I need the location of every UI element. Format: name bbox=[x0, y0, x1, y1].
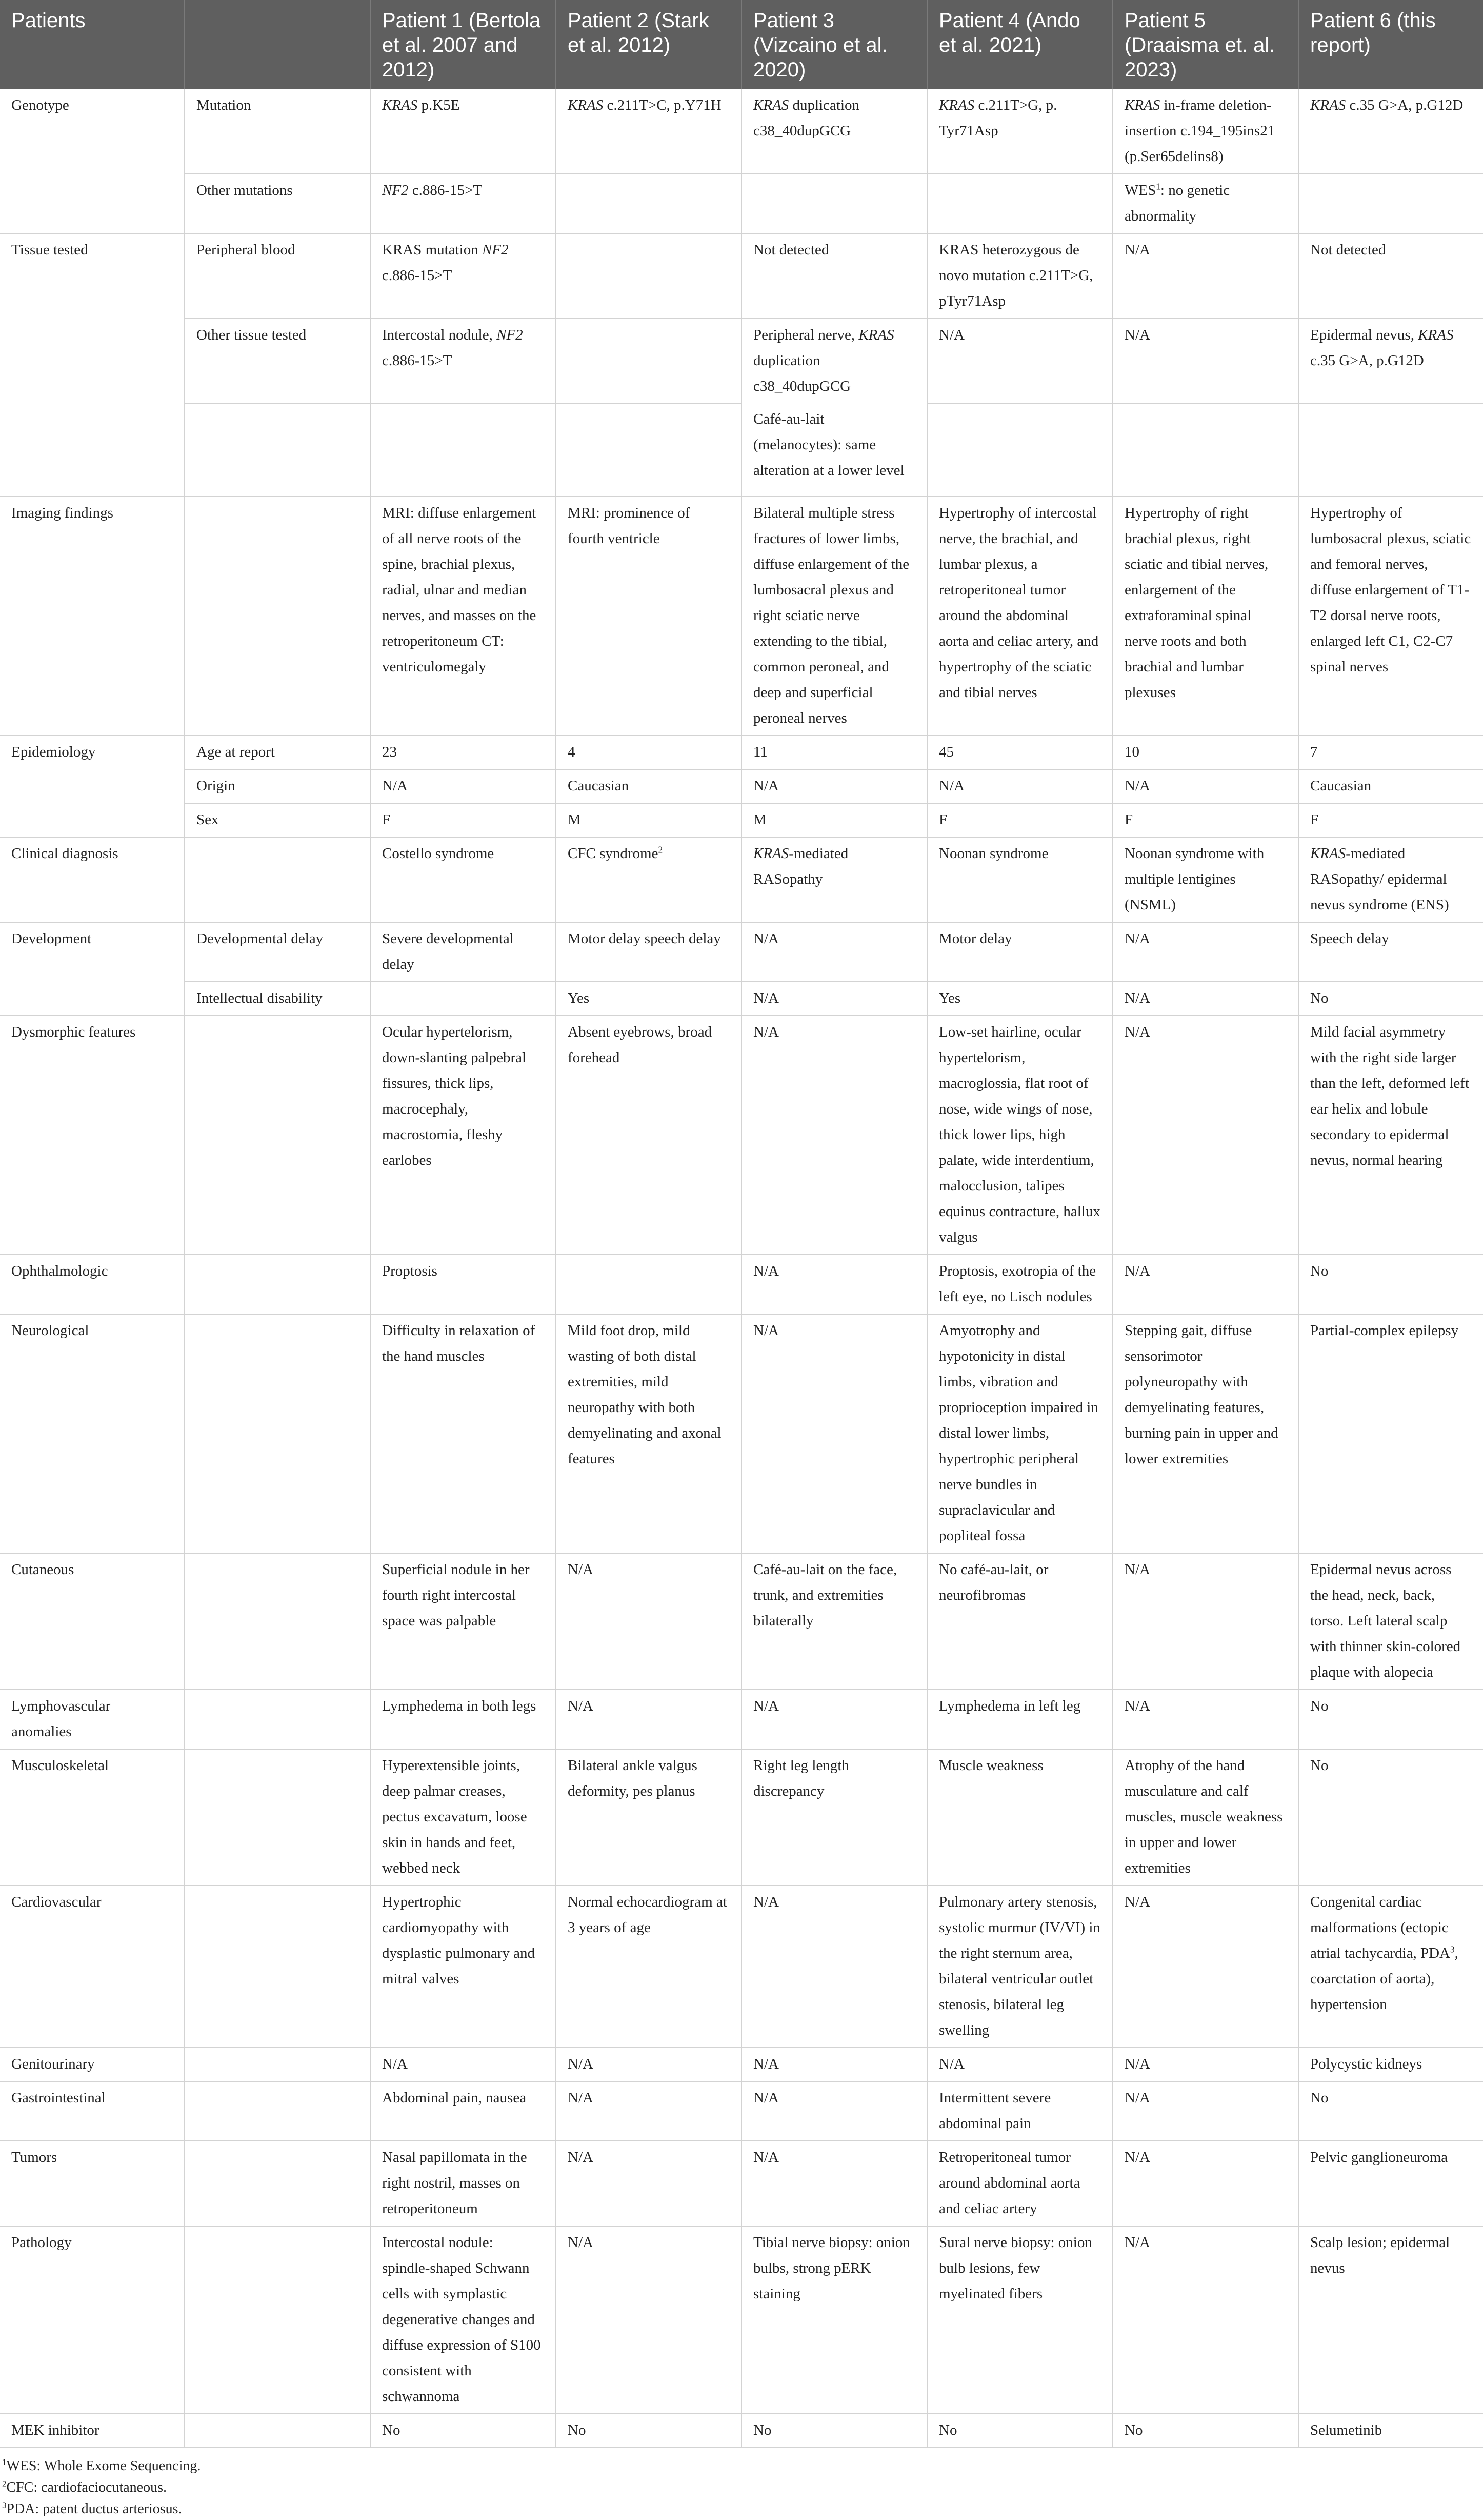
data-cell: 7 bbox=[1298, 736, 1483, 769]
data-cell: N/A bbox=[556, 2081, 741, 2141]
data-cell: 11 bbox=[741, 736, 927, 769]
data-cell: N/A bbox=[927, 769, 1113, 803]
row-category-cell: Cardiovascular bbox=[0, 1886, 185, 2048]
data-cell: N/A bbox=[1113, 769, 1298, 803]
data-cell: Epidermal nevus across the head, neck, back, torso. Left lateral scalp with thinner skin-colored plaque with alopecia bbox=[1298, 1553, 1483, 1690]
data-cell: Hyperextensible joints, deep palmar creases, pectus excavatum, loose skin in hands and feet, webbed neck bbox=[370, 1749, 556, 1886]
row-subcategory-cell: Age at report bbox=[185, 736, 370, 769]
data-cell: Costello syndrome bbox=[370, 837, 556, 922]
row-category-cell: Tumors bbox=[0, 2141, 185, 2226]
data-cell: Right leg length discrepancy bbox=[741, 1749, 927, 1886]
row-subcategory-cell: Peripheral blood bbox=[185, 233, 370, 319]
table-row bbox=[0, 2141, 1483, 2226]
row-subcategory-cell: Sex bbox=[185, 803, 370, 837]
data-cell: N/A bbox=[1113, 2048, 1298, 2081]
table-row bbox=[0, 233, 1483, 319]
row-subcategory-cell bbox=[185, 2414, 370, 2448]
data-cell: 23 bbox=[370, 736, 556, 769]
data-cell: Polycystic kidneys bbox=[1298, 2048, 1483, 2081]
data-cell: N/A bbox=[927, 319, 1113, 403]
data-cell: N/A bbox=[1113, 2226, 1298, 2414]
row-category-cell: Dysmorphic features bbox=[0, 1016, 185, 1255]
data-cell: Congenital cardiac malformations (ectopic atrial tachycardia, PDA$^3$, coarctation of aorta), hypertension bbox=[1298, 1886, 1483, 2048]
data-cell: Normal echocardiogram at 3 years of age bbox=[556, 1886, 741, 2048]
data-cell: Proptosis bbox=[370, 1255, 556, 1314]
row-category-cell bbox=[0, 769, 185, 803]
row-subcategory-cell: Other mutations bbox=[185, 174, 370, 233]
data-cell: N/A bbox=[741, 1314, 927, 1553]
data-cell: Hypertrophy of right brachial plexus, right sciatic and tibial nerves, enlargement of the extraforaminal spinal nerve roots and both brachial and lumbar plexuses bbox=[1113, 497, 1298, 736]
header-cell-7: Patient 6 (this report) bbox=[1298, 0, 1483, 89]
row-category-cell: Clinical diagnosis bbox=[0, 837, 185, 922]
data-cell: N/A bbox=[741, 1016, 927, 1255]
data-cell: No bbox=[556, 2414, 741, 2448]
table-body bbox=[0, 89, 1483, 2448]
data-cell: Café-au-lait (melanocytes): same alteration at a lower level bbox=[741, 403, 927, 497]
data-cell: KRAS duplication c38_40dupGCG bbox=[741, 89, 927, 174]
row-category-cell: Musculoskeletal bbox=[0, 1749, 185, 1886]
row-subcategory-cell bbox=[185, 837, 370, 922]
row-category-cell: Gastrointestinal bbox=[0, 2081, 185, 2141]
data-cell bbox=[556, 174, 741, 233]
data-cell: NF2 c.886-15>T bbox=[370, 174, 556, 233]
data-cell bbox=[370, 403, 556, 497]
data-cell: No café-au-lait, or neurofibromas bbox=[927, 1553, 1113, 1690]
data-cell: Mild foot drop, mild wasting of both distal extremities, mild neuropathy with both demyelinating and axonal features bbox=[556, 1314, 741, 1553]
table-row bbox=[0, 2048, 1483, 2081]
data-cell: Tibial nerve biopsy: onion bulbs, strong pERK staining bbox=[741, 2226, 927, 2414]
row-subcategory-cell bbox=[185, 1749, 370, 1886]
data-cell: N/A bbox=[556, 2226, 741, 2414]
data-cell: F bbox=[1113, 803, 1298, 837]
table-row bbox=[0, 174, 1483, 233]
data-cell: N/A bbox=[741, 769, 927, 803]
data-cell bbox=[370, 982, 556, 1016]
data-cell: N/A bbox=[1113, 922, 1298, 982]
table-row bbox=[0, 2081, 1483, 2141]
data-cell: Absent eyebrows, broad forehead bbox=[556, 1016, 741, 1255]
data-cell bbox=[741, 174, 927, 233]
table-row bbox=[0, 803, 1483, 837]
data-cell: Mild facial asymmetry with the right side larger than the left, deformed left ear helix and lobule secondary to epidermal nevus, normal hearing bbox=[1298, 1016, 1483, 1255]
footnotes bbox=[0, 2448, 1483, 2520]
table-row bbox=[0, 2226, 1483, 2414]
data-cell: N/A bbox=[370, 769, 556, 803]
data-cell bbox=[927, 174, 1113, 233]
data-cell: Noonan syndrome bbox=[927, 837, 1113, 922]
data-cell: Hypertrophy of lumbosacral plexus, sciatic and femoral nerves, diffuse enlargement of T1-T2 dorsal nerve roots, enlarged left C1, C2-C7 spinal nerves bbox=[1298, 497, 1483, 736]
data-cell: Café-au-lait on the face, trunk, and extremities bilaterally bbox=[741, 1553, 927, 1690]
data-cell: Epidermal nevus, KRAS c.35 G>A, p.G12D bbox=[1298, 319, 1483, 403]
data-cell: N/A bbox=[741, 1255, 927, 1314]
data-cell: N/A bbox=[741, 922, 927, 982]
data-cell: N/A bbox=[1113, 1016, 1298, 1255]
data-cell bbox=[1298, 403, 1483, 497]
data-cell: No bbox=[1298, 982, 1483, 1016]
data-cell: Yes bbox=[556, 982, 741, 1016]
data-cell: No bbox=[1298, 1749, 1483, 1886]
data-cell: Hypertrophy of intercostal nerve, the brachial, and lumbar plexus, a retroperitoneal tumor around the abdominal aorta and celiac artery, and hypertrophy of the sciatic and tibial nerves bbox=[927, 497, 1113, 736]
row-subcategory-cell: Intellectual disability bbox=[185, 982, 370, 1016]
data-cell: 4 bbox=[556, 736, 741, 769]
data-cell: Not detected bbox=[1298, 233, 1483, 319]
row-category-cell: Ophthalmologic bbox=[0, 1255, 185, 1314]
table-row bbox=[0, 736, 1483, 769]
data-cell: Not detected bbox=[741, 233, 927, 319]
row-category-cell: MEK inhibitor bbox=[0, 2414, 185, 2448]
row-category-cell: Development bbox=[0, 922, 185, 982]
table-row bbox=[0, 89, 1483, 174]
data-cell: Partial-complex epilepsy bbox=[1298, 1314, 1483, 1553]
data-cell: M bbox=[741, 803, 927, 837]
table-row bbox=[0, 1255, 1483, 1314]
data-cell: Noonan syndrome with multiple lentigines (NSML) bbox=[1113, 837, 1298, 922]
data-cell: Abdominal pain, nausea bbox=[370, 2081, 556, 2141]
data-cell: Scalp lesion; epidermal nevus bbox=[1298, 2226, 1483, 2414]
data-cell: Selumetinib bbox=[1298, 2414, 1483, 2448]
data-cell: MRI: prominence of fourth ventricle bbox=[556, 497, 741, 736]
data-cell: Motor delay bbox=[927, 922, 1113, 982]
data-cell: N/A bbox=[556, 2141, 741, 2226]
header-cell-0: Patients bbox=[0, 0, 185, 89]
row-subcategory-cell bbox=[185, 403, 370, 497]
data-cell: No bbox=[927, 2414, 1113, 2448]
data-cell: 10 bbox=[1113, 736, 1298, 769]
data-cell: Amyotrophy and hypotonicity in distal limbs, vibration and proprioception impaired in distal lower limbs, hypertrophic peripheral nerve bundles in supraclavicular and popliteal fossa bbox=[927, 1314, 1113, 1553]
data-cell: KRAS c.35 G>A, p.G12D bbox=[1298, 89, 1483, 174]
table-row bbox=[0, 497, 1483, 736]
row-subcategory-cell bbox=[185, 2048, 370, 2081]
row-category-cell: Genotype bbox=[0, 89, 185, 174]
data-cell: F bbox=[1298, 803, 1483, 837]
row-category-cell: Genitourinary bbox=[0, 2048, 185, 2081]
data-cell: Lymphedema in both legs bbox=[370, 1690, 556, 1749]
data-cell: Low-set hairline, ocular hypertelorism, macroglossia, flat root of nose, wide wings of nose, thick lower lips, high palate, wide interdentium, malocclusion, talipes equinus contracture, hallux valgus bbox=[927, 1016, 1113, 1255]
data-cell: N/A bbox=[741, 982, 927, 1016]
data-cell: MRI: diffuse enlargement of all nerve roots of the spine, brachial plexus, radial, ulnar and median nerves, and masses on the retroperitoneum CT: ventriculomegaly bbox=[370, 497, 556, 736]
data-cell: Intermittent severe abdominal pain bbox=[927, 2081, 1113, 2141]
data-cell: Superficial nodule in her fourth right intercostal space was palpable bbox=[370, 1553, 556, 1690]
row-category-cell bbox=[0, 982, 185, 1016]
data-cell: Pelvic ganglioneuroma bbox=[1298, 2141, 1483, 2226]
table-row bbox=[0, 2414, 1483, 2448]
data-cell: Bilateral multiple stress fractures of lower limbs, diffuse enlargement of the lumbosacral plexus and right sciatic nerve extending to the tibial, common peroneal, and deep and superficial peroneal nerves bbox=[741, 497, 927, 736]
data-cell: N/A bbox=[741, 1690, 927, 1749]
table-row bbox=[0, 1553, 1483, 1690]
footnote-1: $^1$WES: Whole Exome Sequencing. bbox=[2, 2457, 201, 2474]
row-subcategory-cell bbox=[185, 1314, 370, 1553]
row-subcategory-cell bbox=[185, 1553, 370, 1690]
data-cell bbox=[1113, 403, 1298, 497]
data-cell: Peripheral nerve, KRAS duplication c38_40dupGCG bbox=[741, 319, 927, 403]
data-cell: N/A bbox=[1113, 982, 1298, 1016]
data-cell: No bbox=[370, 2414, 556, 2448]
data-cell: Muscle weakness bbox=[927, 1749, 1113, 1886]
row-subcategory-cell bbox=[185, 2226, 370, 2414]
data-cell: Pulmonary artery stenosis, systolic murmur (IV/VI) in the right sternum area, bilateral ventricular outlet stenosis, bilateral leg swelling bbox=[927, 1886, 1113, 2048]
row-subcategory-cell bbox=[185, 497, 370, 736]
data-cell: KRAS c.211T>C, p.Y71H bbox=[556, 89, 741, 174]
data-cell: N/A bbox=[370, 2048, 556, 2081]
data-cell: No bbox=[1113, 2414, 1298, 2448]
data-cell bbox=[556, 403, 741, 497]
table-row bbox=[0, 1886, 1483, 2048]
data-cell bbox=[556, 319, 741, 403]
data-cell: N/A bbox=[556, 1690, 741, 1749]
row-subcategory-cell bbox=[185, 1886, 370, 2048]
data-cell: F bbox=[927, 803, 1113, 837]
row-category-cell: Tissue tested bbox=[0, 233, 185, 319]
data-cell: KRAS mutation NF2 c.886-15>T bbox=[370, 233, 556, 319]
data-cell: KRAS c.211T>G, p. Tyr71Asp bbox=[927, 89, 1113, 174]
table-row bbox=[0, 769, 1483, 803]
data-cell: F bbox=[370, 803, 556, 837]
data-cell: N/A bbox=[1113, 1690, 1298, 1749]
table-row bbox=[0, 982, 1483, 1016]
header-cell-2: Patient 1 (Bertola et al. 2007 and 2012) bbox=[370, 0, 556, 89]
data-cell: Speech delay bbox=[1298, 922, 1483, 982]
table-row bbox=[0, 403, 1483, 497]
data-cell: Nasal papillomata in the right nostril, masses on retroperitoneum bbox=[370, 2141, 556, 2226]
data-cell bbox=[1298, 174, 1483, 233]
data-cell: N/A bbox=[556, 1553, 741, 1690]
data-cell: N/A bbox=[741, 2048, 927, 2081]
data-cell: N/A bbox=[1113, 1886, 1298, 2048]
data-cell: N/A bbox=[1113, 1553, 1298, 1690]
data-cell: No bbox=[741, 2414, 927, 2448]
footnote-3: $^3$PDA: patent ductus arteriosus. bbox=[2, 2500, 182, 2517]
data-cell: Difficulty in relaxation of the hand muscles bbox=[370, 1314, 556, 1553]
table-row bbox=[0, 1749, 1483, 1886]
data-cell: N/A bbox=[1113, 319, 1298, 403]
table-row bbox=[0, 922, 1483, 982]
data-cell: Yes bbox=[927, 982, 1113, 1016]
data-cell: N/A bbox=[741, 1886, 927, 2048]
data-cell: Proptosis, exotropia of the left eye, no Lisch nodules bbox=[927, 1255, 1113, 1314]
header-cell-6: Patient 5 (Draaisma et. al. 2023) bbox=[1113, 0, 1298, 89]
data-cell: Intercostal nodule: spindle-shaped Schwann cells with symplastic degenerative changes and diffuse expression of S100 consistent with schwannoma bbox=[370, 2226, 556, 2414]
data-cell: KRAS p.K5E bbox=[370, 89, 556, 174]
data-cell: Severe developmental delay bbox=[370, 922, 556, 982]
data-cell: KRAS-mediated RASopathy bbox=[741, 837, 927, 922]
data-cell bbox=[556, 233, 741, 319]
data-cell: KRAS heterozygous de novo mutation c.211T>G, pTyr71Asp bbox=[927, 233, 1113, 319]
row-category-cell: Neurological bbox=[0, 1314, 185, 1553]
data-cell: Intercostal nodule, NF2 c.886-15>T bbox=[370, 319, 556, 403]
data-cell: N/A bbox=[1113, 2081, 1298, 2141]
footnote-2: $^2$CFC: cardiofaciocutaneous. bbox=[2, 2478, 167, 2495]
data-cell: KRAS in-frame deletion-insertion c.194_195ins21 (p.Ser65delins8) bbox=[1113, 89, 1298, 174]
row-subcategory-cell bbox=[185, 2141, 370, 2226]
row-subcategory-cell: Developmental delay bbox=[185, 922, 370, 982]
header-cell-3: Patient 2 (Stark et al. 2012) bbox=[556, 0, 741, 89]
data-cell: Ocular hypertelorism, down-slanting palpebral fissures, thick lips, macrocephaly, macrostomia, fleshy earlobes bbox=[370, 1016, 556, 1255]
header-cell-1 bbox=[185, 0, 370, 89]
data-cell: CFC syndrome$^2$ bbox=[556, 837, 741, 922]
table-row bbox=[0, 1016, 1483, 1255]
row-category-cell: Epidemiology bbox=[0, 736, 185, 769]
row-subcategory-cell bbox=[185, 1016, 370, 1255]
data-cell: Atrophy of the hand musculature and calf muscles, muscle weakness in upper and lower extremities bbox=[1113, 1749, 1298, 1886]
table-header-row bbox=[0, 0, 1483, 89]
data-cell: N/A bbox=[1113, 233, 1298, 319]
data-cell: No bbox=[1298, 2081, 1483, 2141]
table-row bbox=[0, 837, 1483, 922]
data-cell: Stepping gait, diffuse sensorimotor polyneuropathy with demyelinating features, burning pain in upper and lower extremities bbox=[1113, 1314, 1298, 1553]
data-cell: Bilateral ankle valgus deformity, pes planus bbox=[556, 1749, 741, 1886]
data-cell: N/A bbox=[556, 2048, 741, 2081]
row-category-cell: Lymphovascular anomalies bbox=[0, 1690, 185, 1749]
header-cell-4: Patient 3 (Vizcaino et al. 2020) bbox=[741, 0, 927, 89]
row-subcategory-cell: Origin bbox=[185, 769, 370, 803]
row-subcategory-cell bbox=[185, 2081, 370, 2141]
data-cell: Motor delay speech delay bbox=[556, 922, 741, 982]
data-cell: N/A bbox=[1113, 1255, 1298, 1314]
data-cell bbox=[556, 1255, 741, 1314]
data-cell: No bbox=[1298, 1255, 1483, 1314]
data-cell: Caucasian bbox=[556, 769, 741, 803]
data-cell: N/A bbox=[927, 2048, 1113, 2081]
data-cell bbox=[927, 403, 1113, 497]
row-subcategory-cell bbox=[185, 1255, 370, 1314]
row-category-cell: Imaging findings bbox=[0, 497, 185, 736]
data-cell: Lymphedema in left leg bbox=[927, 1690, 1113, 1749]
data-cell: Hypertrophic cardiomyopathy with dysplastic pulmonary and mitral valves bbox=[370, 1886, 556, 2048]
data-cell: Sural nerve biopsy: onion bulb lesions, few myelinated fibers bbox=[927, 2226, 1113, 2414]
data-cell: M bbox=[556, 803, 741, 837]
data-cell: N/A bbox=[1113, 2141, 1298, 2226]
table-row bbox=[0, 1690, 1483, 1749]
data-cell: N/A bbox=[741, 2081, 927, 2141]
data-cell: Retroperitoneal tumor around abdominal aorta and celiac artery bbox=[927, 2141, 1113, 2226]
row-subcategory-cell: Mutation bbox=[185, 89, 370, 174]
row-subcategory-cell bbox=[185, 1690, 370, 1749]
row-category-cell bbox=[0, 803, 185, 837]
row-subcategory-cell: Other tissue tested bbox=[185, 319, 370, 403]
row-category-cell bbox=[0, 319, 185, 403]
header-cell-5: Patient 4 (Ando et al. 2021) bbox=[927, 0, 1113, 89]
data-cell: KRAS-mediated RASopathy/ epidermal nevus syndrome (ENS) bbox=[1298, 837, 1483, 922]
row-category-cell: Pathology bbox=[0, 2226, 185, 2414]
table-row bbox=[0, 1314, 1483, 1553]
row-category-cell bbox=[0, 174, 185, 233]
data-cell: No bbox=[1298, 1690, 1483, 1749]
data-cell: Caucasian bbox=[1298, 769, 1483, 803]
table-row bbox=[0, 319, 1483, 403]
row-category-cell: Cutaneous bbox=[0, 1553, 185, 1690]
data-cell: N/A bbox=[741, 2141, 927, 2226]
data-cell: 45 bbox=[927, 736, 1113, 769]
data-cell: WES$^1$: no genetic abnormality bbox=[1113, 174, 1298, 233]
row-category-cell bbox=[0, 403, 185, 497]
